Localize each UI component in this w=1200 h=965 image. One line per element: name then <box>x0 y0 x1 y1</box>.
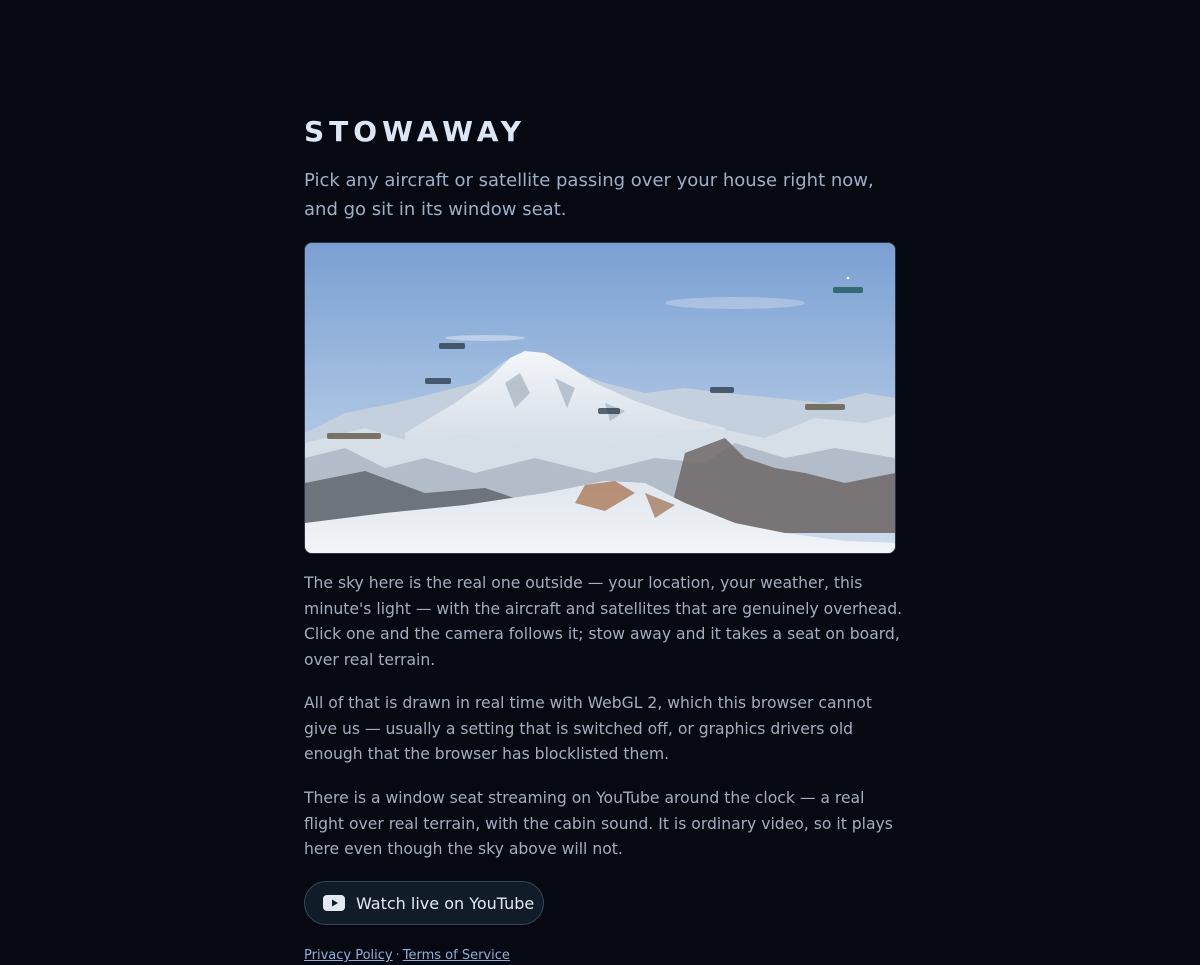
link-separator: · <box>395 948 400 963</box>
youtube-paragraph: There is a window seat streaming on YouTube around the clock — a real flight over real terrain, with the cabin sound. It is ordinary video, so it plays here even though the sky above will not. <box>304 789 893 858</box>
hero-sky-preview <box>304 242 896 554</box>
watch-live-youtube-button[interactable] <box>304 881 544 925</box>
peak-label <box>805 404 845 410</box>
sky-label[interactable] <box>425 378 451 384</box>
mountain-scene-image <box>305 243 895 553</box>
terms-of-service-link[interactable]: Terms of Service <box>402 948 510 963</box>
privacy-policy-link[interactable]: Privacy Policy <box>304 948 393 963</box>
youtube-icon <box>323 895 345 911</box>
page-title: STOWAWAY <box>304 115 526 148</box>
peak-label <box>327 433 381 439</box>
sky-label[interactable] <box>598 408 620 414</box>
tagline: Pick any aircraft or satellite passing over your house right now, and go sit in its window seat. <box>304 170 874 220</box>
intro-paragraph: The sky here is the real one outside — your location, your weather, this minute's light — with the aircraft and satellites that are genuinely overhead. Click one and the camera follows it; stow away and it takes a seat on board, over real terrain. <box>304 574 903 669</box>
sky-label[interactable] <box>710 387 734 393</box>
overhead-aircraft-label[interactable] <box>833 287 863 293</box>
watch-live-label: Watch live on YouTube <box>356 893 535 913</box>
webgl-paragraph: All of that is drawn in real time with WebGL 2, which this browser cannot give us — usually a setting that is switched off, or graphics drivers old enough that the browser has blocklisted them. <box>304 694 872 763</box>
sky-label[interactable] <box>439 343 465 349</box>
footer-links <box>304 947 510 965</box>
